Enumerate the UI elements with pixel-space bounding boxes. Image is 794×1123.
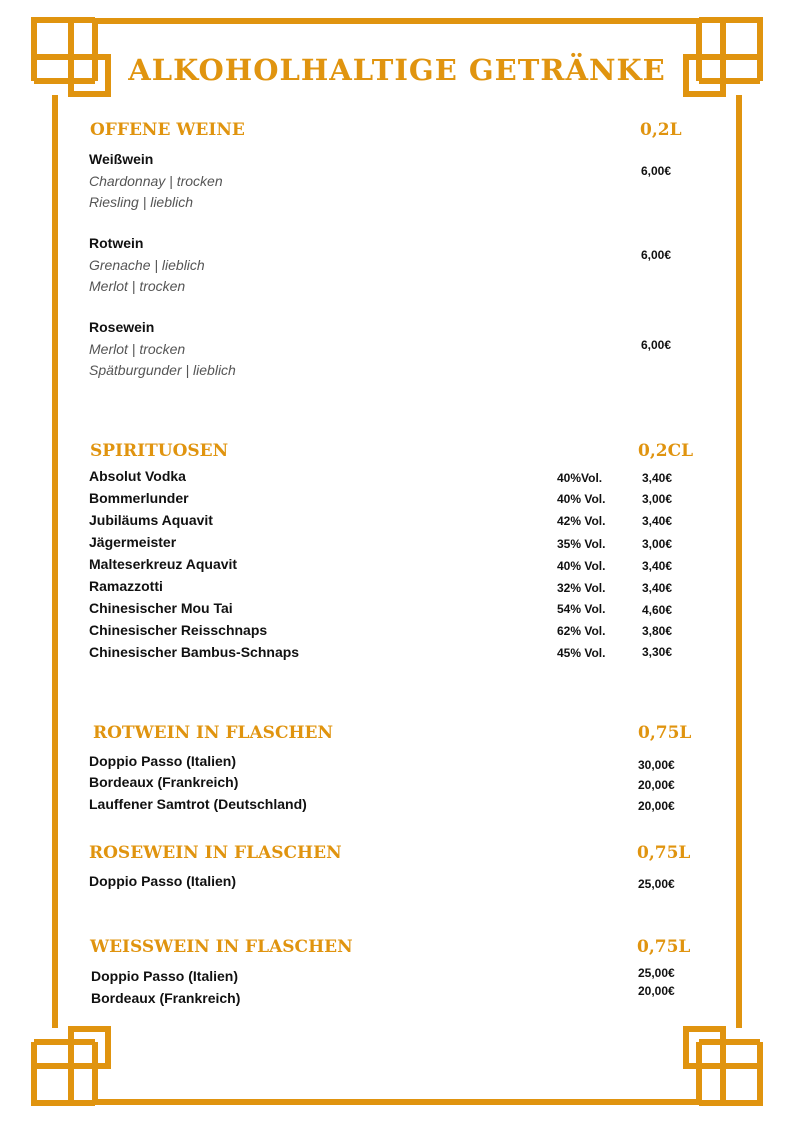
spirit-abv: 40%Vol. [557, 471, 603, 485]
page-title: ALKOHOLHALTIGE GETRÄNKE [128, 53, 666, 87]
spirit-price: 3,40€ [642, 471, 673, 485]
spirit-price: 3,40€ [642, 559, 673, 573]
bottle-name: Bordeaux (Frankreich) [89, 774, 239, 790]
spirit-name: Ramazzotti [89, 578, 163, 594]
spirit-abv: 45% Vol. [557, 646, 606, 660]
spirit-price: 3,40€ [642, 581, 673, 595]
wine-price: 6,00€ [641, 248, 672, 262]
bottle-price: 20,00€ [638, 799, 675, 813]
volume-heading-red-bottles: 0,75L [638, 723, 692, 743]
bottle-name: Bordeaux (Frankreich) [91, 990, 241, 1006]
volume-heading-spirits: 0,2CL [638, 441, 694, 461]
volume-heading-rose-bottles: 0,75L [637, 843, 691, 863]
bottle-name: Doppio Passo (Italien) [89, 873, 237, 889]
spirit-name: Bommerlunder [89, 490, 189, 506]
bottle-price: 20,00€ [638, 984, 675, 998]
spirit-name: Jubiläums Aquavit [89, 512, 213, 528]
wine-variant: Riesling | lieblich [89, 194, 194, 210]
wine-name: Rotwein [89, 235, 144, 251]
spirit-abv: 42% Vol. [557, 514, 606, 528]
wine-name: Weißwein [89, 151, 154, 167]
wine-price: 6,00€ [641, 164, 672, 178]
section-heading-red-bottles: ROTWEIN IN FLASCHEN [93, 723, 334, 743]
spirit-price: 3,80€ [642, 624, 673, 638]
spirit-abv: 32% Vol. [557, 581, 606, 595]
volume-heading-open-wines: 0,2L [640, 120, 682, 140]
section-heading-rose-bottles: ROSEWEIN IN FLASCHEN [89, 843, 342, 863]
spirit-price: 3,30€ [642, 645, 673, 659]
spirit-name: Malteserkreuz Aquavit [89, 556, 238, 572]
wine-name: Rosewein [89, 319, 155, 335]
wine-variant: Grenache | lieblich [89, 257, 205, 273]
spirit-abv: 40% Vol. [557, 559, 606, 573]
spirit-name: Absolut Vodka [89, 468, 186, 484]
spirit-name: Chinesischer Bambus-Schnaps [89, 644, 300, 660]
wine-variant: Chardonnay | trocken [89, 173, 223, 189]
spirit-abv: 54% Vol. [557, 602, 606, 616]
spirit-price: 3,00€ [642, 537, 673, 551]
section-heading-spirits: SPIRITUOSEN [90, 441, 229, 461]
spirit-name: Chinesischer Reisschnaps [89, 622, 268, 638]
bottle-price: 20,00€ [638, 778, 675, 792]
spirit-abv: 35% Vol. [557, 537, 606, 551]
spirit-price: 3,00€ [642, 492, 673, 506]
spirit-abv: 62% Vol. [557, 624, 606, 638]
bottle-price: 25,00€ [638, 966, 675, 980]
wine-price: 6,00€ [641, 338, 672, 352]
wine-variant: Spätburgunder | lieblich [89, 362, 236, 378]
bottle-name: Lauffener Samtrot (Deutschland) [89, 796, 307, 812]
section-heading-open-wines: OFFENE WEINE [90, 120, 245, 140]
spirit-name: Chinesischer Mou Tai [89, 600, 233, 616]
spirit-price: 4,60€ [642, 603, 673, 617]
section-heading-white-bottles: WEISSWEIN IN FLASCHEN [90, 937, 353, 957]
wine-variant: Merlot | trocken [89, 278, 186, 294]
bottle-price: 25,00€ [638, 877, 675, 891]
volume-heading-white-bottles: 0,75L [637, 937, 691, 957]
spirit-name: Jägermeister [89, 534, 177, 550]
bottle-name: Doppio Passo (Italien) [91, 968, 239, 984]
spirit-price: 3,40€ [642, 514, 673, 528]
bottle-price: 30,00€ [638, 758, 675, 772]
wine-variant: Merlot | trocken [89, 341, 186, 357]
spirit-abv: 40% Vol. [557, 492, 606, 506]
bottle-name: Doppio Passo (Italien) [89, 753, 237, 769]
